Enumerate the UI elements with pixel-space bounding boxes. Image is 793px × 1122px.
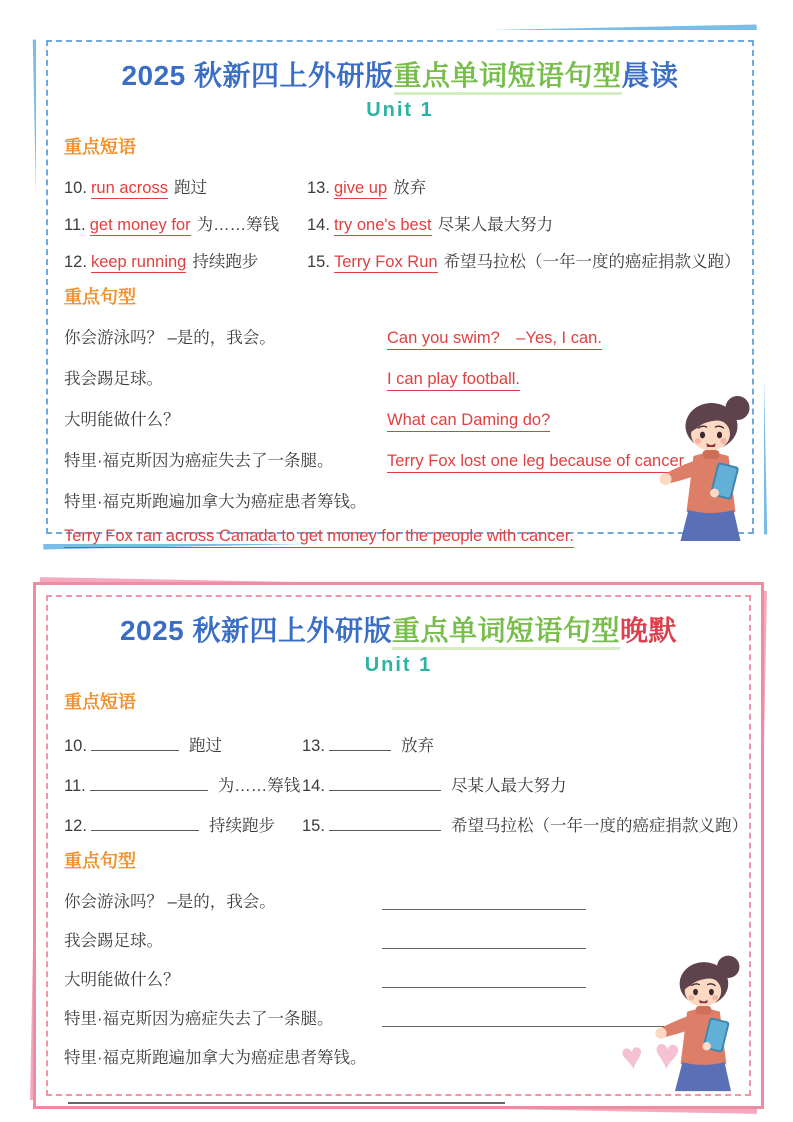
page-title (64, 609, 733, 649)
sentence-english: Terry Fox lost one leg because of cancer. (387, 452, 688, 473)
title-prefix: 2025 秋新四上外研版 (119, 615, 393, 646)
phrase-item (307, 248, 741, 272)
sentence-chinese: 你会游泳吗？ –是的，我会。 (64, 329, 276, 347)
sentence-row (64, 927, 733, 951)
sentence-row (64, 1005, 733, 1029)
phrase-answer-blank (329, 736, 391, 751)
phrase-chinese: 尽某人最大努力 (450, 777, 567, 795)
phrases-section-header: 重点短语 (64, 692, 136, 712)
sentence-chinese: 我会踢足球。 (64, 932, 163, 950)
evening-card (33, 582, 764, 1109)
sentence-row (64, 888, 733, 912)
sentence-answer-blank (382, 1012, 674, 1027)
sentence-chinese: 特里·福克斯因为癌症失去了一条腿。 (64, 452, 334, 470)
sentence-chinese: 大明能做什么？ (64, 971, 180, 989)
sentence-chinese: 我会踢足球。 (64, 370, 163, 388)
sentence-answer-blank (382, 973, 586, 988)
phrase-number: 15. (307, 253, 330, 271)
sentence-row (64, 324, 736, 350)
phrase-number: 10. (64, 737, 87, 755)
phrase-number: 12. (64, 817, 87, 835)
phrase-item (64, 812, 302, 836)
phrase-chinese: 跑过 (188, 737, 222, 755)
evening-dictation-panel (33, 582, 764, 1109)
sentence-chinese: 特里·福克斯跑遍加拿大为癌症患者筹钱。 (64, 1049, 367, 1067)
phrase-chinese: 放弃 (393, 179, 427, 197)
phrase-item (307, 211, 741, 235)
title-prefix: 2025 秋新四上外研版 (121, 60, 394, 91)
phrase-item (302, 732, 748, 756)
phrase-item (302, 812, 748, 836)
sentence-row (64, 406, 736, 432)
sentence-chinese: 大明能做什么？ (64, 411, 180, 429)
phrase-chinese: 持续跑步 (192, 253, 259, 271)
sentence-row (64, 488, 736, 512)
sentences-list (64, 324, 736, 548)
title-suffix: 晨读 (621, 60, 679, 91)
phrase-answer-blank (329, 816, 441, 831)
phrases-list (64, 161, 741, 272)
sentence-english: Can you swim? –Yes, I can. (387, 324, 602, 350)
phrase-number: 13. (302, 737, 325, 755)
phrase-answer-blank (91, 816, 199, 831)
phrase-english: give up (333, 179, 388, 197)
sentence-row (64, 966, 733, 990)
morning-card (36, 30, 764, 544)
sentence-answer-blank (382, 895, 586, 910)
unit-label: Unit 1 (366, 99, 434, 121)
phrase-english: get money for (89, 216, 191, 234)
phrase-item (64, 732, 302, 756)
sentence-chinese: 特里·福克斯因为癌症失去了一条腿。 (64, 1010, 334, 1028)
teacher-illustration (644, 390, 762, 542)
heart-icon: ♥ (618, 1034, 646, 1080)
phrase-answer-blank (329, 776, 441, 791)
sentence-row-full (64, 527, 736, 548)
phrase-chinese: 持续跑步 (208, 817, 275, 835)
phrase-chinese: 放弃 (400, 737, 434, 755)
morning-reading-panel (36, 30, 764, 544)
sentence-row (64, 365, 736, 391)
phrase-english: Terry Fox Run (333, 253, 438, 271)
phrase-english: try one's best (333, 216, 432, 234)
phrases-section-header: 重点短语 (64, 137, 136, 157)
sentences-section-header: 重点句型 (64, 851, 136, 871)
title-middle: 重点单词短语句型 (392, 615, 620, 650)
phrase-number: 15. (302, 817, 325, 835)
phrase-number: 10. (64, 179, 87, 197)
phrase-chinese: 希望马拉松（一年一度的癌症捐款义跑） (443, 253, 741, 271)
phrase-item (64, 772, 302, 796)
phrase-item (64, 211, 307, 235)
phrase-number: 11. (64, 777, 86, 795)
phrase-chinese: 跑过 (173, 179, 207, 197)
phrase-answer-blank (90, 776, 208, 791)
sentence-english-full: Terry Fox ran across Canada to get money for the people with cancer. (64, 527, 574, 548)
phrase-number: 14. (307, 216, 330, 234)
sentences-section-header: 重点句型 (64, 287, 136, 307)
phrase-item (302, 772, 748, 796)
phrase-item (64, 174, 307, 198)
phrase-answer-blank (91, 736, 179, 751)
phrase-english: run across (90, 179, 168, 197)
phrase-number: 12. (64, 253, 87, 271)
sentence-answer-blank (382, 934, 586, 949)
phrase-chinese: 希望马拉松（一年一度的癌症捐款义跑） (450, 817, 748, 835)
sentence-english: I can play football. (387, 370, 520, 391)
heart-icon: ♥ (651, 1029, 682, 1080)
phrase-chinese: 为……筹钱 (217, 777, 301, 795)
title-suffix: 晚默 (620, 615, 678, 646)
sentence-chinese: 你会游泳吗？ –是的，我会。 (64, 893, 276, 911)
phrase-number: 11. (64, 216, 86, 234)
phrase-english: keep running (90, 253, 187, 271)
teacher-illustration (641, 950, 751, 1092)
phrase-chinese: 尽某人最大努力 (437, 216, 554, 234)
sentence-chinese: 特里·福克斯跑遍加拿大为癌症患者筹钱。 (64, 493, 367, 511)
sentence-english: What can Daming do? (387, 411, 550, 432)
phrase-item (307, 174, 741, 198)
phrase-number: 13. (307, 179, 330, 197)
unit-label: Unit 1 (364, 654, 433, 676)
sentence-row (64, 447, 736, 473)
phrase-number: 14. (302, 777, 325, 795)
title-middle: 重点单词短语句型 (394, 60, 622, 95)
phrase-chinese: 为……筹钱 (196, 216, 280, 234)
page-title (64, 54, 736, 94)
phrases-list (64, 716, 748, 836)
sentence-answer-blank-long (68, 1088, 505, 1104)
phrase-item (64, 248, 307, 272)
